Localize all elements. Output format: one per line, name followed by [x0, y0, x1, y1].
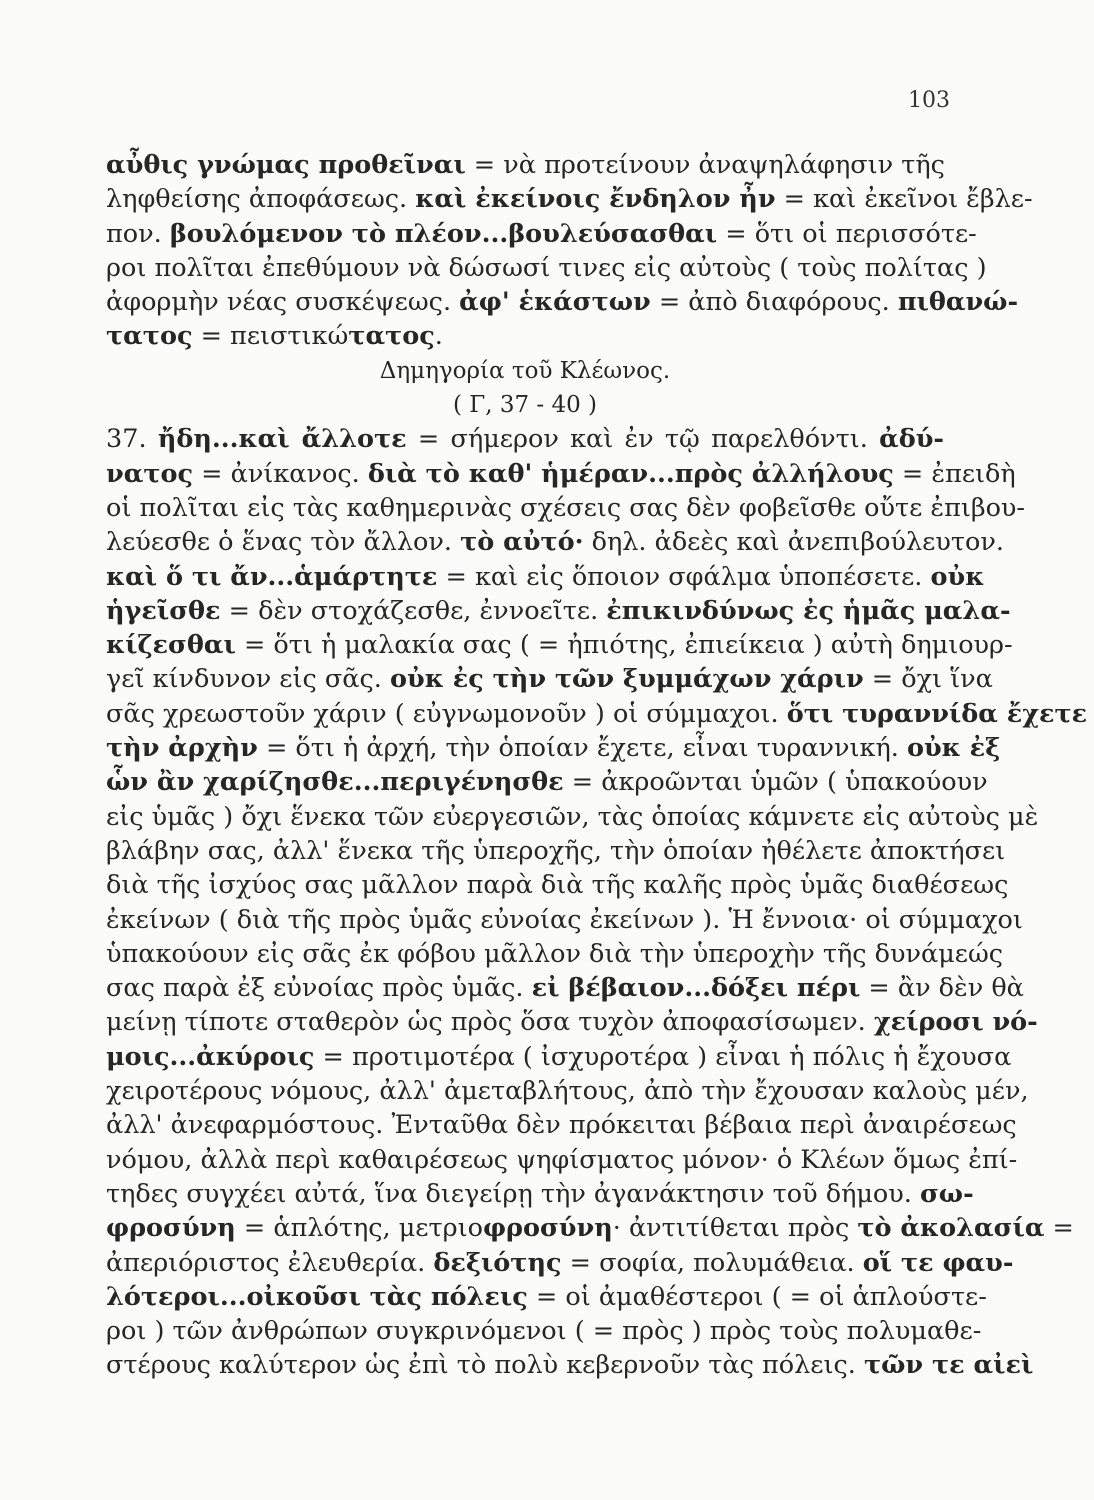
text-line: μείνῃ τίποτε σταθερὸν ὡς πρὸς ὅσα τυχὸν ἀποφασίσωμεν. χείροσι νό-: [106, 1007, 1038, 1038]
text-block: [106, 148, 1088, 1383]
text-line: διὰ τῆς ἰσχύος σας μᾶλλον παρὰ διὰ τῆς καλῆς πρὸς ὑμᾶς διαθέσεως: [106, 870, 1009, 901]
section-reference: ( Γ, 37 - 40 ): [452, 392, 598, 419]
text-line: ἀλλ' ἀνεφαρμόστους. Ἐνταῦθα δὲν πρόκειται βέβαια περὶ ἀναιρέσεως: [106, 1110, 1017, 1141]
text-line: κίζεσθαι = ὅτι ἡ μαλακία σας ( = ἠπιότης, ἐπιείκεια ) αὐτὴ δημιουρ-: [106, 630, 1013, 661]
text-line: πον. βουλόμενον τὸ πλέον...βουλεύσασθαι = ὅτι οἱ περισσότε-: [106, 218, 977, 249]
lemma-term: ἤδη...καὶ ἄλλοτε: [157, 424, 407, 455]
lemma-term: τὴν ἀρχὴν: [106, 733, 258, 764]
lemma-term: οὐκ ἐς τὴν τῶν ξυμμάχων χάριν: [390, 664, 864, 695]
page-number: 103: [908, 88, 950, 113]
lemma-term: φροσύνη: [106, 1213, 236, 1244]
text-line: λότεροι...οἰκοῦσι τὰς πόλεις = οἱ ἀμαθέστεροι ( = οἱ ἁπλούστε-: [106, 1281, 987, 1312]
lemma-term: βουλόμενον τὸ πλέον...βουλεύσασθαι: [169, 218, 718, 249]
text-line: σας παρὰ ἐξ εὐνοίας πρὸς ὑμᾶς. εἰ βέβαιον...δόξει πέρι = ἂν δὲν θὰ: [106, 973, 1024, 1004]
text-line: βλάβην σας, ἀλλ' ἕνεκα τῆς ὑπεροχῆς, τὴν ὁποίαν ἠθέλετε ἀποκτήσει: [106, 835, 1006, 866]
lemma-term: τῶν τε αἰεὶ: [863, 1350, 1034, 1381]
lemma-term: λότεροι...οἰκοῦσι τὰς πόλεις: [106, 1281, 528, 1312]
text-line: νόμου, ἀλλὰ περὶ καθαιρέσεως ψηφίσματος μόνον· ὁ Κλέων ὅμως ἐπί-: [106, 1144, 1018, 1175]
text-line: νατος = ἀνίκανος. διὰ τὸ καθ' ἡμέραν...πρὸς ἀλλήλους = ἐπειδὴ: [106, 458, 1016, 489]
lemma-term: πιθανώ-: [897, 287, 1019, 318]
lemma-term: ἡγεῖσθε: [106, 595, 221, 626]
text-line: ὧν ἂν χαρίζησθε...περιγένησθε = ἀκροῶνται ὑμῶν ( ὑπακούουν: [106, 767, 988, 798]
text-line: στέρους καλύτερον ὡς ἐπὶ τὸ πολὺ κεβερνοῦν τὰς πόλεις. τῶν τε αἰεὶ: [106, 1350, 1034, 1381]
lemma-term: δεξιότης: [433, 1247, 562, 1278]
lemma-term: καὶ ὅ τι ἄν...ἁμάρτητε: [106, 561, 438, 592]
lemma-term: τὸ ἀκολασία: [857, 1213, 1045, 1244]
text-line: λεύεσθε ὁ ἕνας τὸν ἄλλον. τὸ αὐτό· δηλ. ἀδεὲς καὶ ἀνεπιβούλευτον.: [106, 527, 1004, 558]
lemma-term: οὐκ ἐξ: [906, 733, 1001, 764]
text-line: ἀφορμὴν νέας συσκέψεως. ἀφ' ἑκάστων = ἀπὸ διαφόρους. πιθανώ-: [106, 287, 1019, 318]
lemma-term: οἵ τε φαυ-: [862, 1247, 1014, 1278]
text-line: ὑπακούουν εἰς σᾶς ἐκ φόβου μᾶλλον διὰ τὴν ὑπεροχὴν τῆς δυνάμεώς: [106, 938, 1004, 969]
text-line: αὖθις γνώμας προθεῖναι = νὰ προτείνουν ἀναψηλάφησιν τῆς: [106, 150, 945, 180]
lemma-term: χείροσι νό-: [873, 1007, 1038, 1038]
text-line: σᾶς χρεωστοῦν χάριν ( εὐγνωμονοῦν ) οἱ σύμμαχοι. ὅτι τυραννίδα ἔχετε: [106, 698, 1088, 729]
text-line: τατος = πειστικώτατος.: [106, 321, 443, 352]
text-line: φροσύνη = ἁπλότης, μετριοφροσύνη· ἀντιτίθεται πρὸς τὸ ἀκολασία =: [106, 1213, 1074, 1244]
lemma-term: νατος: [106, 458, 194, 489]
lemma-term: ἐπικινδύνως ἐς ἡμᾶς μαλα-: [606, 595, 1011, 626]
text-line: χειροτέρους νόμους, ἀλλ' ἀμεταβλήτους, ἀπὸ τὴν ἔχουσαν καλοὺς μέν,: [106, 1076, 1029, 1107]
text-line: οἱ πολῖται εἰς τὰς καθημερινὰς σχέσεις σας δὲν φοβεῖσθε οὔτε ἐπιβου-: [106, 492, 1026, 523]
lemma-term: ἀδύ-: [879, 424, 945, 455]
lemma-term: καὶ ἐκείνοις ἔνδηλον ἦν: [415, 184, 776, 215]
text-line: γεῖ κίνδυνον εἰς σᾶς. οὐκ ἐς τὴν τῶν ξυμμάχων χάριν = ὄχι ἵνα: [106, 664, 993, 695]
text-line: ροι πολῖται ἐπεθύμουν νὰ δώσωσί τινες εἰς αὐτοὺς ( τοὺς πολίτας ): [106, 252, 987, 283]
lemma-term: αὖθις γνώμας προθεῖναι: [106, 150, 466, 180]
text-line: ἐκείνων ( διὰ τῆς πρὸς ὑμᾶς εὐνοίας ἐκείνων ). Ἡ ἔννοια· οἱ σύμμαχοι: [106, 904, 1023, 935]
text-line: τὴν ἀρχὴν = ὅτι ἡ ἀρχή, τὴν ὁποίαν ἔχετε, εἶναι τυραννική. οὐκ ἐξ: [106, 733, 1001, 764]
lemma-term: εἰ βέβαιον...δόξει πέρι: [531, 973, 861, 1004]
lemma-term: σω-: [920, 1178, 974, 1209]
lemma-term: ὧν ἂν χαρίζησθε...περιγένησθε: [106, 767, 564, 798]
text-line: ἡγεῖσθε = δὲν στοχάζεσθε, ἐννοεῖτε. ἐπικινδύνως ἐς ἡμᾶς μαλα-: [106, 595, 1011, 626]
lemma-term: μοις...ἀκύροις: [106, 1041, 315, 1072]
text-line: καὶ ὅ τι ἄν...ἁμάρτητε = καὶ εἰς ὅποιον σφάλμα ὑποπέσετε. οὐκ: [106, 561, 985, 592]
text-line: ἀπεριόριστος ἐλευθερία. δεξιότης = σοφία, πολυμάθεια. οἵ τε φαυ-: [106, 1247, 1014, 1278]
text-line: ληφθείσης ἀποφάσεως. καὶ ἐκείνοις ἔνδηλον ἦν = καὶ ἐκεῖνοι ἔβλε-: [106, 184, 1033, 215]
lemma-term: διὰ τὸ καθ' ἡμέραν...πρὸς ἀλλήλους: [367, 458, 894, 489]
lemma-term: ὅτι τυραννίδα ἔχετε: [786, 698, 1088, 729]
lemma-term: κίζεσθαι: [106, 630, 236, 661]
commentary-paragraph-1: [106, 148, 1033, 354]
lemma-term: τατος: [106, 321, 193, 352]
text-line: 37. ἤδη...καὶ ἄλλοτε = σήμερον καὶ ἐν τῷ παρελθόντι. ἀδύ-: [106, 424, 945, 455]
text-line: μοις...ἀκύροις = προτιμοτέρα ( ἰσχυροτέρα ) εἶναι ἡ πόλις ἡ ἔχουσα: [106, 1041, 1012, 1072]
text-line: ροι ) τῶν ἀνθρώπων συγκρινόμενοι ( = πρὸς ) πρὸς τοὺς πολυμαθε-: [106, 1316, 982, 1347]
lemma-term: τὸ αὐτό·: [460, 527, 584, 558]
lemma-term: ἀφ' ἑκάστων: [459, 287, 651, 318]
commentary-paragraph-2: [106, 422, 1088, 1382]
section-heading: Δημηγορία τοῦ Κλέωνος.: [379, 357, 671, 384]
text-line: εἰς ὑμᾶς ) ὄχι ἕνεκα τῶν εὐεργεσιῶν, τὰς ὁποίας κάμνετε εἰς αὐτοὺς μὲ: [106, 801, 1039, 832]
lemma-term: τατος: [348, 321, 435, 352]
lemma-term: φροσύνη: [482, 1213, 613, 1244]
text-line: τηδες συγχέει αὐτά, ἵνα διεγείρῃ τὴν ἀγανάκτησιν τοῦ δήμου. σω-: [106, 1178, 974, 1209]
lemma-term: οὐκ: [930, 561, 985, 592]
